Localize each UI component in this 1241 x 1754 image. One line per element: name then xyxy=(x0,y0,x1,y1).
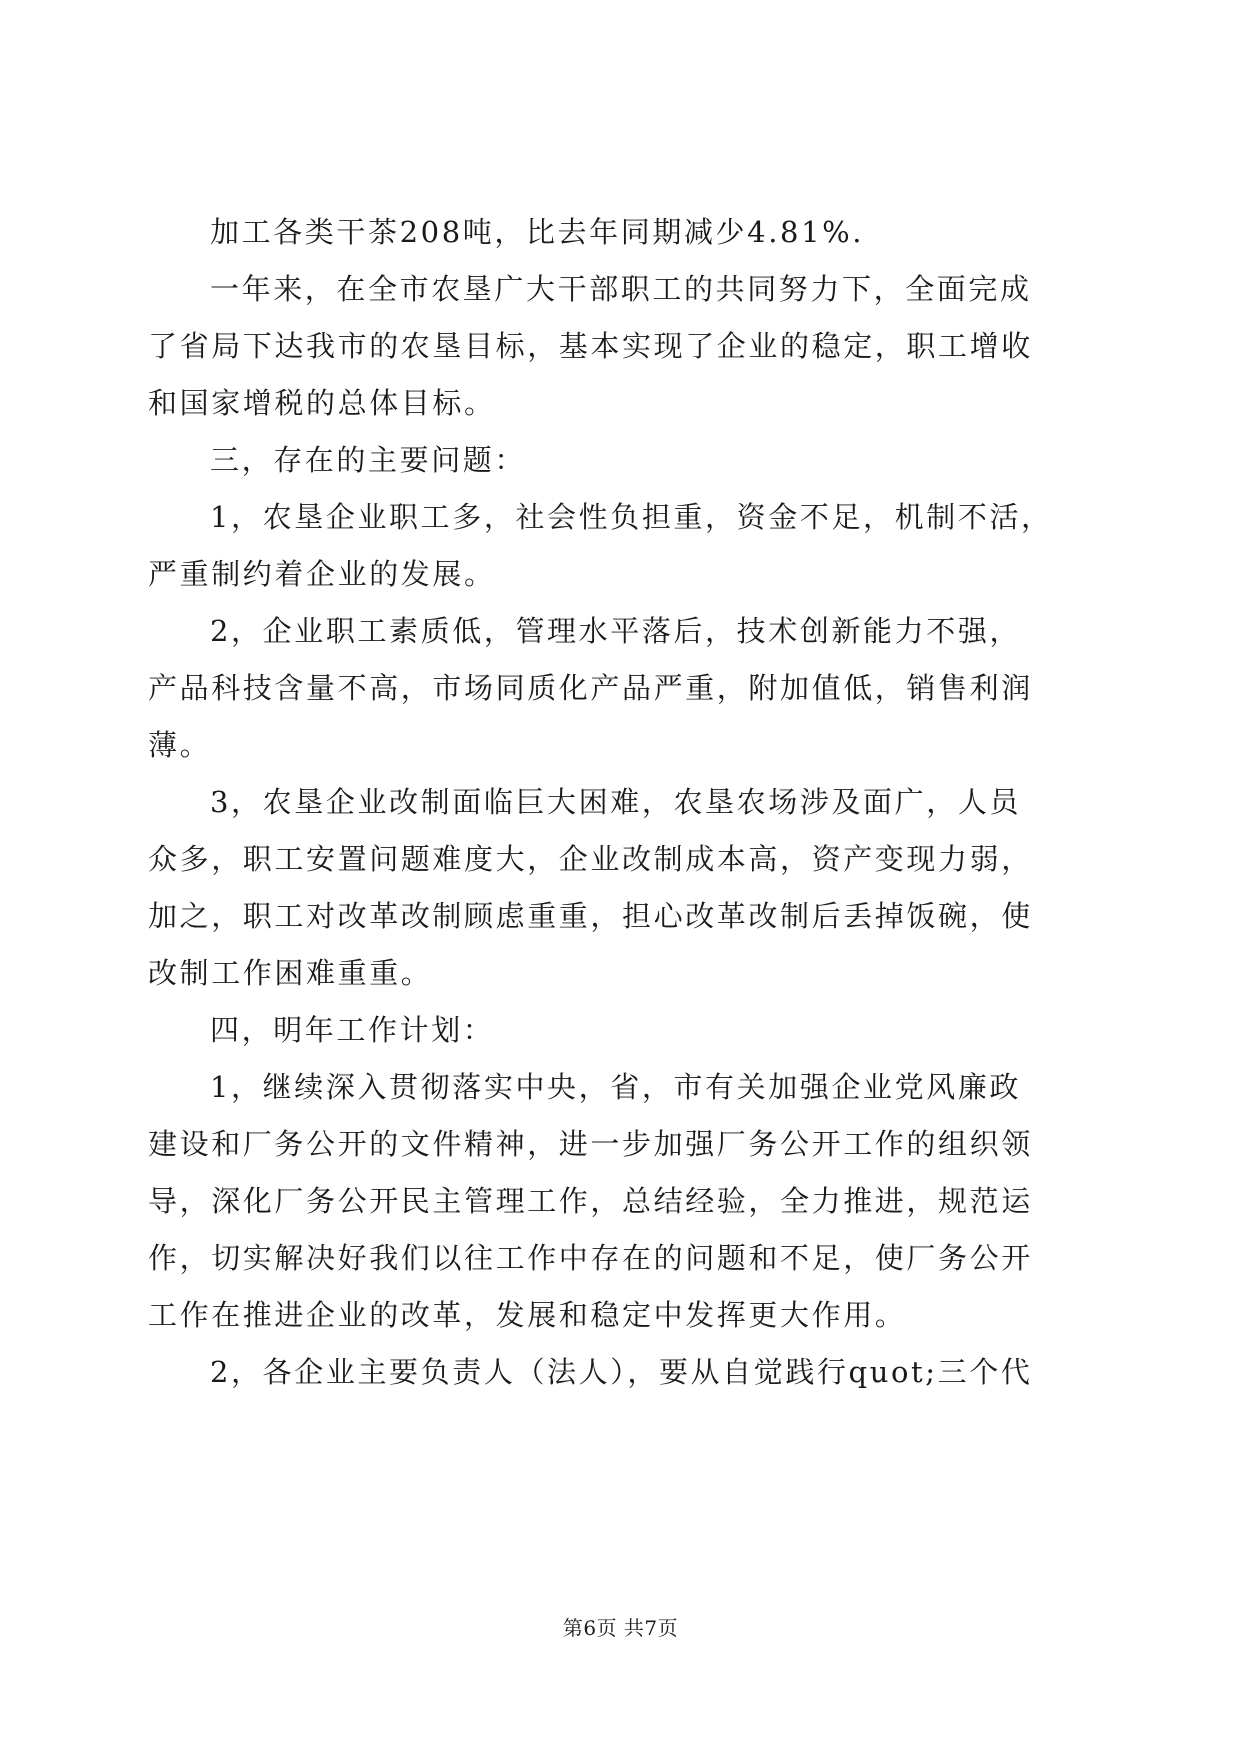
body-line-7: 严重制约着企业的发展。 xyxy=(148,557,496,591)
section-heading-plan: 四，明年工作计划： xyxy=(210,1013,495,1047)
body-line-21: 2，各企业主要负责人（法人），要从自觉践行quot;三个代 xyxy=(210,1355,1033,1389)
body-line-16: 1，继续深入贯彻落实中央，省，市有关加强企业党风廉政 xyxy=(210,1070,1022,1104)
body-line-13: 加之，职工对改革改制顾虑重重，担心改革改制后丢掉饭碗，使 xyxy=(148,899,1033,933)
body-line-6: 1，农垦企业职工多，社会性负担重，资金不足，机制不活， xyxy=(210,500,1053,534)
section-heading-problems: 三，存在的主要问题： xyxy=(210,443,527,477)
body-line-10: 薄。 xyxy=(148,728,212,762)
body-line-12: 众多，职工安置问题难度大，企业改制成本高，资产变现力弱， xyxy=(148,842,1033,876)
body-line-14: 改制工作困难重重。 xyxy=(148,956,433,990)
body-line-9: 产品科技含量不高，市场同质化产品严重，附加值低，销售利润 xyxy=(148,671,1033,705)
body-line-1: 加工各类干茶208吨，比去年同期减少4.81%. xyxy=(210,215,865,249)
body-line-8: 2，企业职工素质低，管理水平落后，技术创新能力不强， xyxy=(210,614,1022,648)
body-line-11: 3，农垦企业改制面临巨大困难，农垦农场涉及面广，人员 xyxy=(210,785,1022,819)
body-line-20: 工作在推进企业的改革，发展和稳定中发挥更大作用。 xyxy=(148,1298,907,1332)
body-line-19: 作，切实解决好我们以往工作中存在的问题和不足，使厂务公开 xyxy=(148,1241,1033,1275)
body-line-3: 了省局下达我市的农垦目标，基本实现了企业的稳定，职工增收 xyxy=(148,329,1033,363)
page-number-footer: 第6页 共7页 xyxy=(562,1616,679,1640)
body-line-18: 导，深化厂务公开民主管理工作，总结经验，全力推进，规范运 xyxy=(148,1184,1033,1218)
body-line-17: 建设和厂务公开的文件精神，进一步加强厂务公开工作的组织领 xyxy=(148,1127,1033,1161)
body-line-4: 和国家增税的总体目标。 xyxy=(148,386,496,420)
body-line-2: 一年来，在全市农垦广大干部职工的共同努力下，全面完成 xyxy=(210,272,1032,306)
